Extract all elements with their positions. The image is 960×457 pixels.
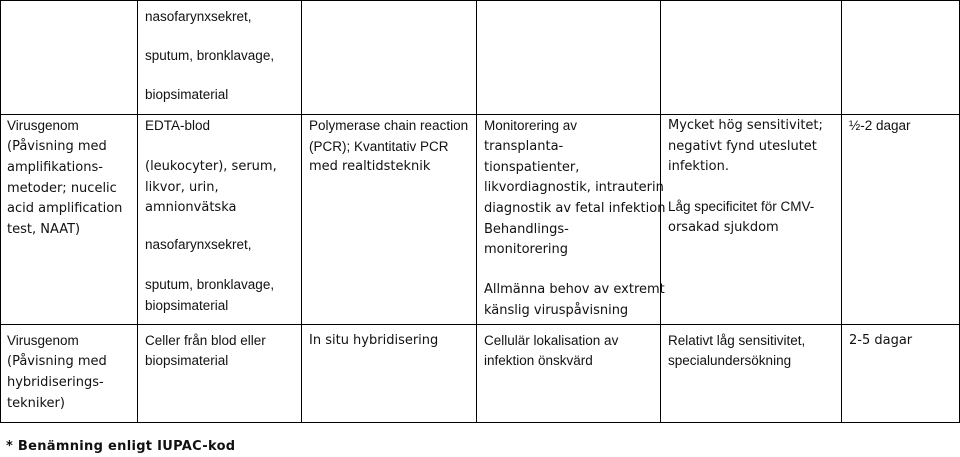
col-divider-1 xyxy=(0,0,1,423)
naat-indication-line: transplanta- xyxy=(484,139,564,154)
col-divider-6 xyxy=(841,0,842,423)
naat-indication-line: Behandlings- xyxy=(484,222,569,237)
naat-indication-line: Monitorering av xyxy=(484,118,578,133)
naat-method-line: metoder; nucelic xyxy=(7,181,117,196)
col-divider-2 xyxy=(137,0,138,423)
naat-method-line: amplifikations- xyxy=(7,160,103,175)
naat-method-line: (Påvisning med xyxy=(7,139,107,154)
naat-indication-line: Allmänna behov av extremt xyxy=(484,282,665,297)
footnote: * Benämning enligt IUPAC-kod xyxy=(6,439,236,454)
hyb-indication-line: infektion önskvärd xyxy=(484,353,593,368)
row-divider-2 xyxy=(0,324,960,325)
hyb-time: 2-5 dagar xyxy=(849,333,913,348)
naat-material-line: biopsimaterial xyxy=(145,298,229,313)
hyb-technique-line: In situ hybridisering xyxy=(309,333,439,348)
naat-comment-line: negativt fynd uteslutet xyxy=(668,139,817,154)
col-divider-3 xyxy=(301,0,302,423)
naat-material-line: nasofarynxsekret, xyxy=(145,237,252,252)
naat-technique-line: med realtidsteknik xyxy=(309,159,431,174)
table-bottom-border xyxy=(0,422,960,423)
naat-time: ½-2 dagar xyxy=(849,118,911,133)
hyb-method-line: Virusgenom xyxy=(7,333,79,348)
hyb-comment-line: specialundersökning xyxy=(668,353,792,368)
hyb-material-line: biopsimaterial xyxy=(145,353,229,368)
naat-comment-line: orsakad sjukdom xyxy=(668,220,779,235)
naat-indication-line: monitorering xyxy=(484,242,569,257)
naat-method-line: test, NAAT) xyxy=(7,222,81,237)
top-material-line: biopsimaterial xyxy=(145,87,229,102)
naat-indication-line: känslig viruspåvisning xyxy=(484,303,629,318)
naat-material-line: likvor, urin, xyxy=(145,180,219,195)
hyb-method-line: (Påvisning med xyxy=(7,354,107,369)
naat-technique-line: (PCR); Kvantitativ PCR xyxy=(309,139,449,154)
naat-indication-line: diagnostik av fetal infektion xyxy=(484,201,666,216)
hyb-material-line: Celler från blod eller xyxy=(145,333,266,348)
top-material-line: sputum, bronklavage, xyxy=(145,48,275,63)
naat-material-line: (leukocyter), serum, xyxy=(145,159,277,174)
col-divider-4 xyxy=(476,0,477,423)
naat-material-line: EDTA-blod xyxy=(145,118,211,133)
hyb-comment-line: Relativt låg sensitivitet, xyxy=(668,333,806,348)
naat-material-line: amnionvätska xyxy=(145,200,237,215)
naat-comment-line: Mycket hög sensitivitet; xyxy=(668,118,823,133)
naat-indication-line: likvordiagnostik, intrauterin xyxy=(484,180,664,195)
naat-technique-line: Polymerase chain reaction xyxy=(309,118,469,133)
naat-method-line: acid amplification xyxy=(7,201,123,216)
hyb-method-line: tekniker) xyxy=(7,396,65,411)
naat-material-line: sputum, bronklavage, xyxy=(145,277,275,292)
row-divider-1 xyxy=(0,114,960,115)
naat-comment-line: Låg specificitet för CMV- xyxy=(668,199,815,214)
naat-indication-line: tionspatienter, xyxy=(484,160,580,175)
hyb-indication-line: Cellulär lokalisation av xyxy=(484,333,619,348)
top-material-line: nasofarynxsekret, xyxy=(145,9,252,24)
hyb-method-line: hybridiserings- xyxy=(7,375,104,390)
naat-comment-line: infektion. xyxy=(668,159,729,174)
naat-method-line: Virusgenom xyxy=(7,118,79,133)
table-top-border xyxy=(0,0,960,1)
